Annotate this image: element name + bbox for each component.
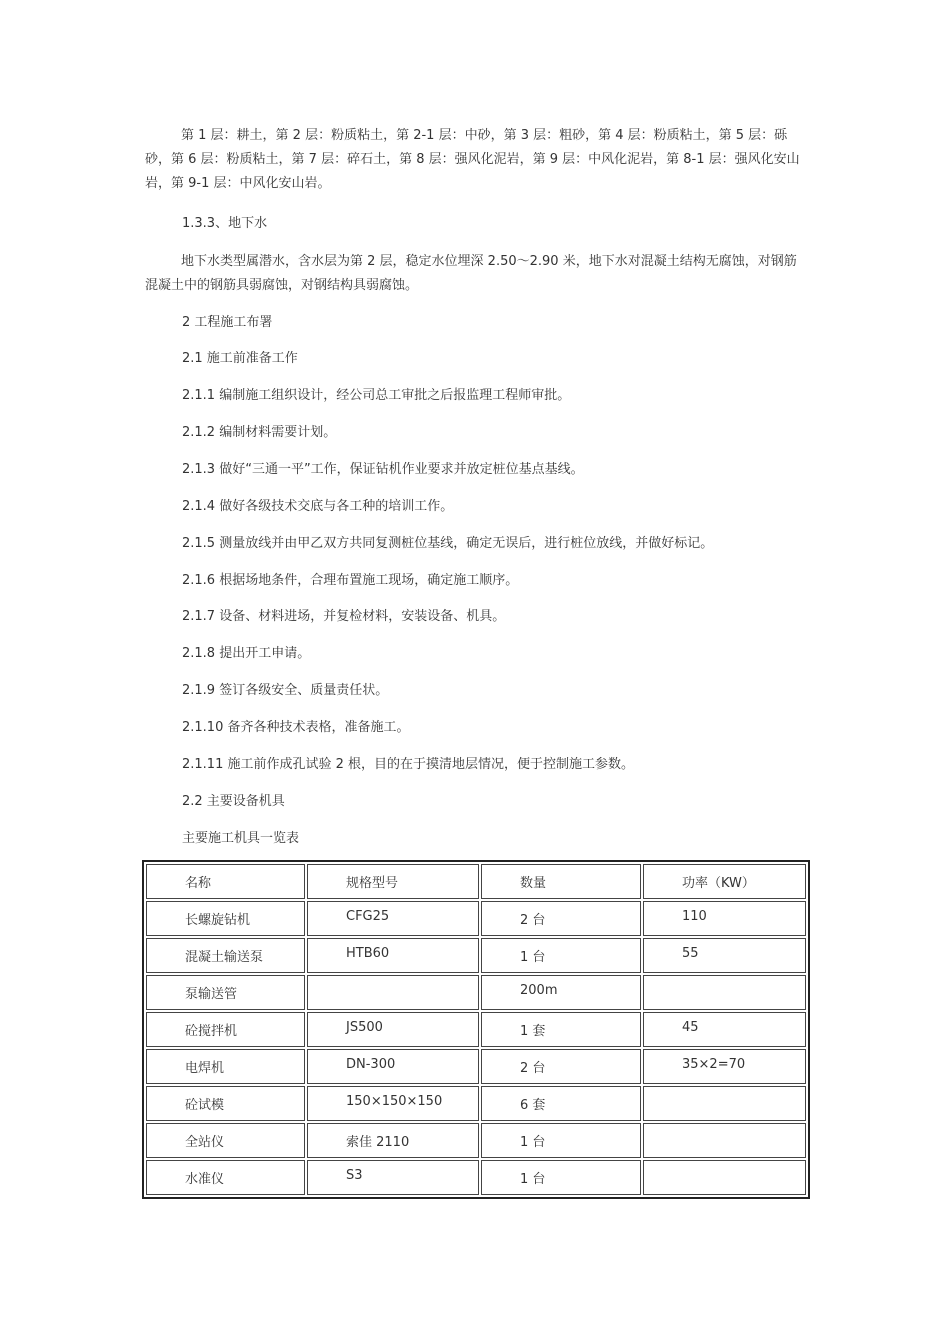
- item-2-1-4: 2.1.4 做好各级技术交底与各工种的培训工作。: [182, 499, 454, 514]
- table-cell: 混凝土输送泵: [146, 938, 305, 973]
- section-heading-2: 2 工程施工布署: [182, 315, 273, 330]
- table-cell: [643, 1160, 806, 1195]
- table-cell: CFG25: [307, 901, 479, 936]
- table-cell: 6 套: [481, 1086, 641, 1121]
- item-2-1-6: 2.1.6 根据场地条件，合理布置施工现场，确定施工顺序。: [182, 573, 519, 588]
- table-cell: 砼试模: [146, 1086, 305, 1121]
- item-2-1-7: 2.1.7 设备、材料进场，并复检材料，安装设备、机具。: [182, 609, 506, 624]
- table-cell: 35×2=70: [643, 1049, 806, 1084]
- table-row: [146, 1049, 806, 1084]
- table-row: [146, 1160, 806, 1195]
- table-cell: 2 台: [481, 901, 641, 936]
- item-2-1-10: 2.1.10 备齐各种技术表格，准备施工。: [182, 720, 410, 735]
- table-cell: 150×150×150: [307, 1086, 479, 1121]
- strata-paragraph: 第 1 层：耕土，第 2 层：粉质粘土，第 2-1 层：中砂，第 3 层：粗砂，第 4 层：粉质粘土，第 5 层：砾砂，第 6 层：粉质粘土，第 7 层：碎石土，第 8 层：强风化泥岩，第 9 层：中风化泥岩，第 8-1 层：强风化安山岩，第 9-1 层：中风化安山岩。: [145, 128, 800, 191]
- header-cell-power: 功率（KW）: [643, 864, 806, 899]
- table-caption: 主要施工机具一览表: [182, 831, 300, 846]
- table-cell: [307, 975, 479, 1010]
- table-cell: 全站仪: [146, 1123, 305, 1158]
- item-2-1-3: 2.1.3 做好“三通一平”工作，保证钻机作业要求并放定桩位基点基线。: [182, 462, 584, 477]
- item-2-1-11: 2.1.11 施工前作成孔试验 2 根，目的在于摸清地层情况，便于控制施工参数。: [182, 757, 635, 772]
- table-cell: 1 台: [481, 1123, 641, 1158]
- section-heading-groundwater: 1.3.3、地下水: [182, 216, 268, 231]
- table-cell: HTB60: [307, 938, 479, 973]
- table-cell: 200m: [481, 975, 641, 1010]
- table-cell: JS500: [307, 1012, 479, 1047]
- table-cell: 55: [643, 938, 806, 973]
- header-cell-name: 名称: [146, 864, 305, 899]
- table-row: [146, 901, 806, 936]
- table-row: [146, 1086, 806, 1121]
- item-2-1-9: 2.1.9 签订各级安全、质量责任状。: [182, 683, 389, 698]
- header-cell-model: 规格型号: [307, 864, 479, 899]
- table-cell: 索佳 2110: [307, 1123, 479, 1158]
- table-cell: [643, 975, 806, 1010]
- table-cell: [643, 1123, 806, 1158]
- table-cell: S3: [307, 1160, 479, 1195]
- table-cell: 电焊机: [146, 1049, 305, 1084]
- table-cell: 1 套: [481, 1012, 641, 1047]
- table-cell: 1 台: [481, 1160, 641, 1195]
- section-heading-2-1: 2.1 施工前准备工作: [182, 351, 298, 366]
- table-cell: 45: [643, 1012, 806, 1047]
- table-cell: 长螺旋钻机: [146, 901, 305, 936]
- groundwater-paragraph: 地下水类型属潜水，含水层为第 2 层，稳定水位埋深 2.50～2.90 米，地下水对混凝土结构无腐蚀，对钢筋混凝土中的钢筋具弱腐蚀，对钢结构具弱腐蚀。: [145, 254, 797, 293]
- table-row: [146, 975, 806, 1010]
- equipment-table: [142, 860, 810, 1199]
- item-2-1-8: 2.1.8 提出开工申请。: [182, 646, 311, 661]
- table-cell: 2 台: [481, 1049, 641, 1084]
- table-cell: 砼搅拌机: [146, 1012, 305, 1047]
- table-cell: [643, 1086, 806, 1121]
- section-heading-2-2: 2.2 主要设备机具: [182, 794, 285, 809]
- table-header-row: [146, 864, 806, 899]
- table-cell: DN-300: [307, 1049, 479, 1084]
- table-cell: 110: [643, 901, 806, 936]
- table-cell: 水准仪: [146, 1160, 305, 1195]
- table-cell: 1 台: [481, 938, 641, 973]
- header-cell-quantity: 数量: [481, 864, 641, 899]
- item-2-1-1: 2.1.1 编制施工组织设计，经公司总工审批之后报监理工程师审批。: [182, 388, 571, 403]
- item-2-1-2: 2.1.2 编制材料需要计划。: [182, 425, 337, 440]
- table-row: [146, 1123, 806, 1158]
- table-cell: 泵输送管: [146, 975, 305, 1010]
- table-row: [146, 1012, 806, 1047]
- table-row: [146, 938, 806, 973]
- item-2-1-5: 2.1.5 测量放线并由甲乙双方共同复测桩位基线，确定无误后，进行桩位放线，并做好标记。: [182, 536, 714, 551]
